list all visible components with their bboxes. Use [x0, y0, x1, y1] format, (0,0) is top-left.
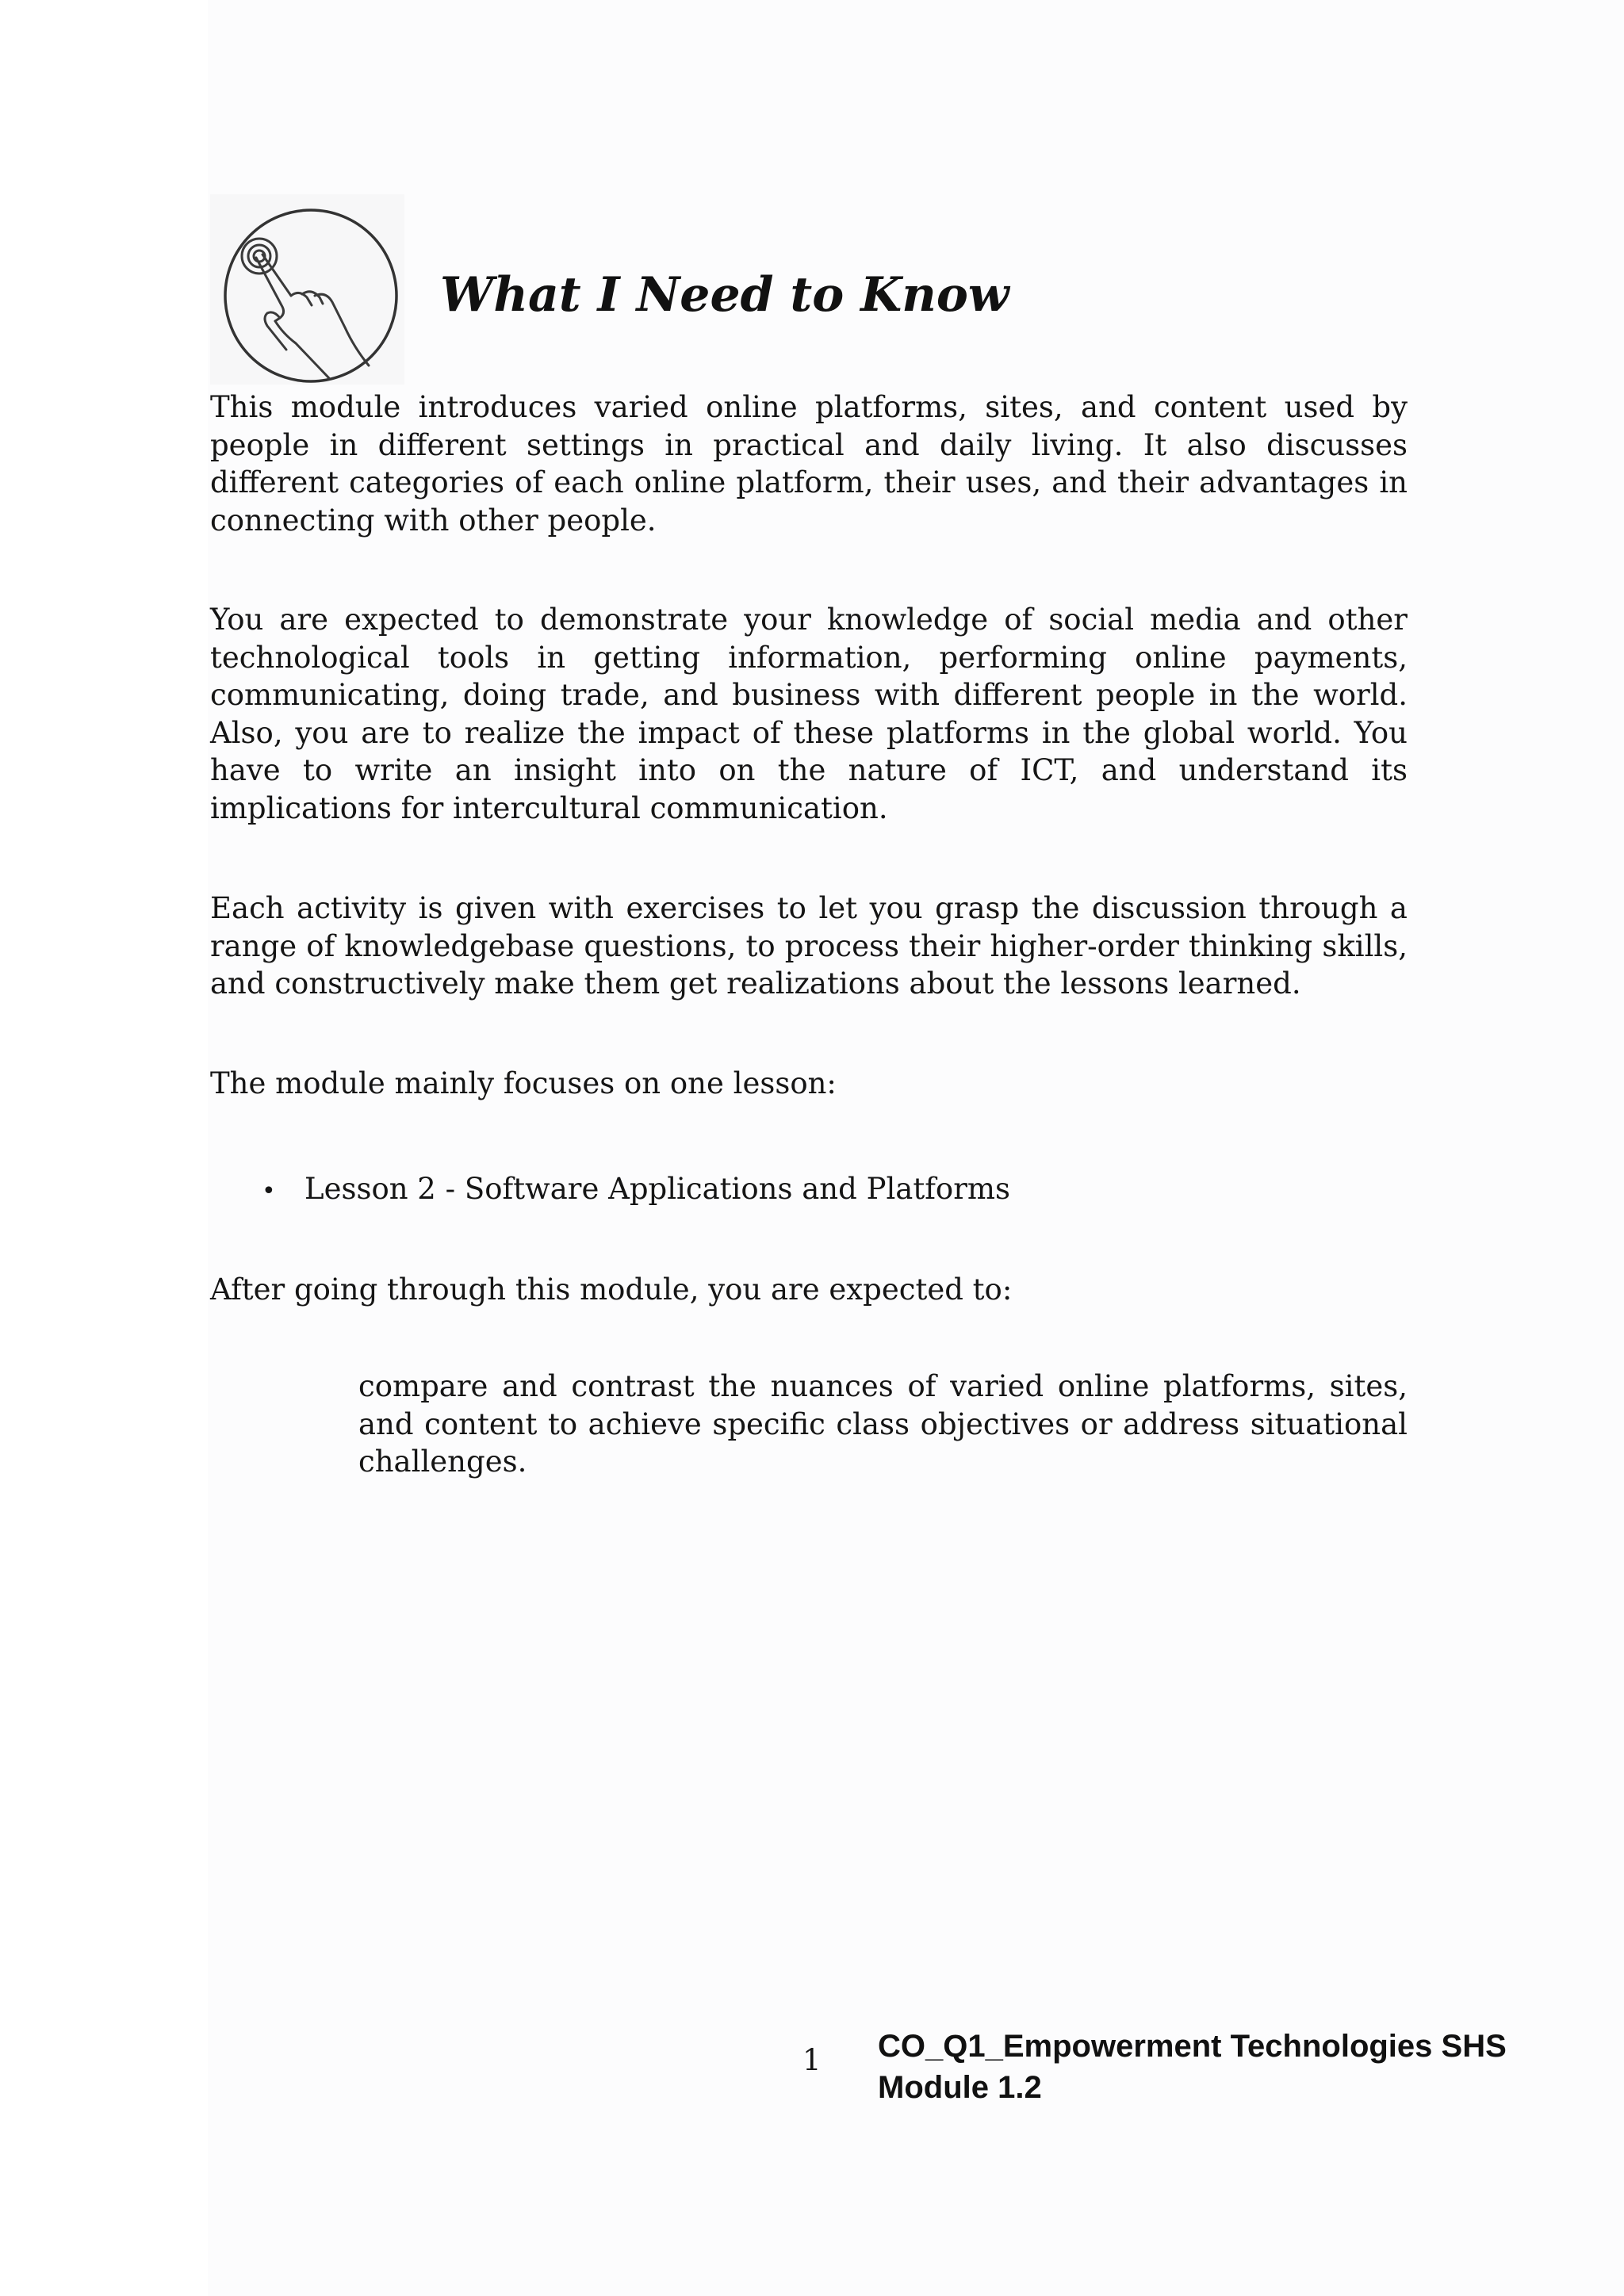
lesson-label: Lesson 2 - Software Applications and Platforms — [304, 1172, 1010, 1206]
section-title: What I Need to Know — [440, 267, 1009, 323]
list-item — [262, 1170, 1010, 1211]
activities-paragraph: Each activity is given with exercises to let you grasp the discussion through a range of knowledgebase questions, to process their higher-order thinking skills, and constructively make them get realizations about the lessons learned. — [210, 891, 1408, 1001]
module-code-line-1: CO_Q1_Empowerment Technologies SHS — [878, 2029, 1507, 2064]
expectations-paragraph: You are expected to demonstrate your knowledge of social media and other technological tools in getting information, performing online payments, communicating, doing trade, and business with different people in the world. Also, you are to realize the impact of these platforms in the global world. You have to write an insight into on the nature of ICT, and understand its implications for intercultural communication. — [210, 603, 1408, 825]
objectives-intro: After going through this module, you are expected to: — [210, 1272, 1013, 1307]
module-code-line-2: Module 1.2 — [878, 2070, 1042, 2105]
focus-intro: The module mainly focuses on one lesson: — [210, 1066, 837, 1100]
intro-paragraph: This module introduces varied online platforms, sites, and content used by people in different settings in practical and daily living. It also discusses different categories of each online platform, their uses, and their advantages in connecting with other people. — [210, 390, 1408, 538]
bullet: • — [262, 1177, 276, 1205]
page-number: 1 — [802, 2043, 822, 2077]
page-background — [208, 0, 1624, 2296]
module-code — [878, 2026, 1615, 2108]
lesson-list — [262, 1170, 1010, 1211]
tap-finger-icon — [210, 194, 404, 385]
learning-objective: compare and contrast the nuances of varied online platforms, sites, and content to achieve specific class objectives or address situational challenges. — [358, 1369, 1408, 1479]
